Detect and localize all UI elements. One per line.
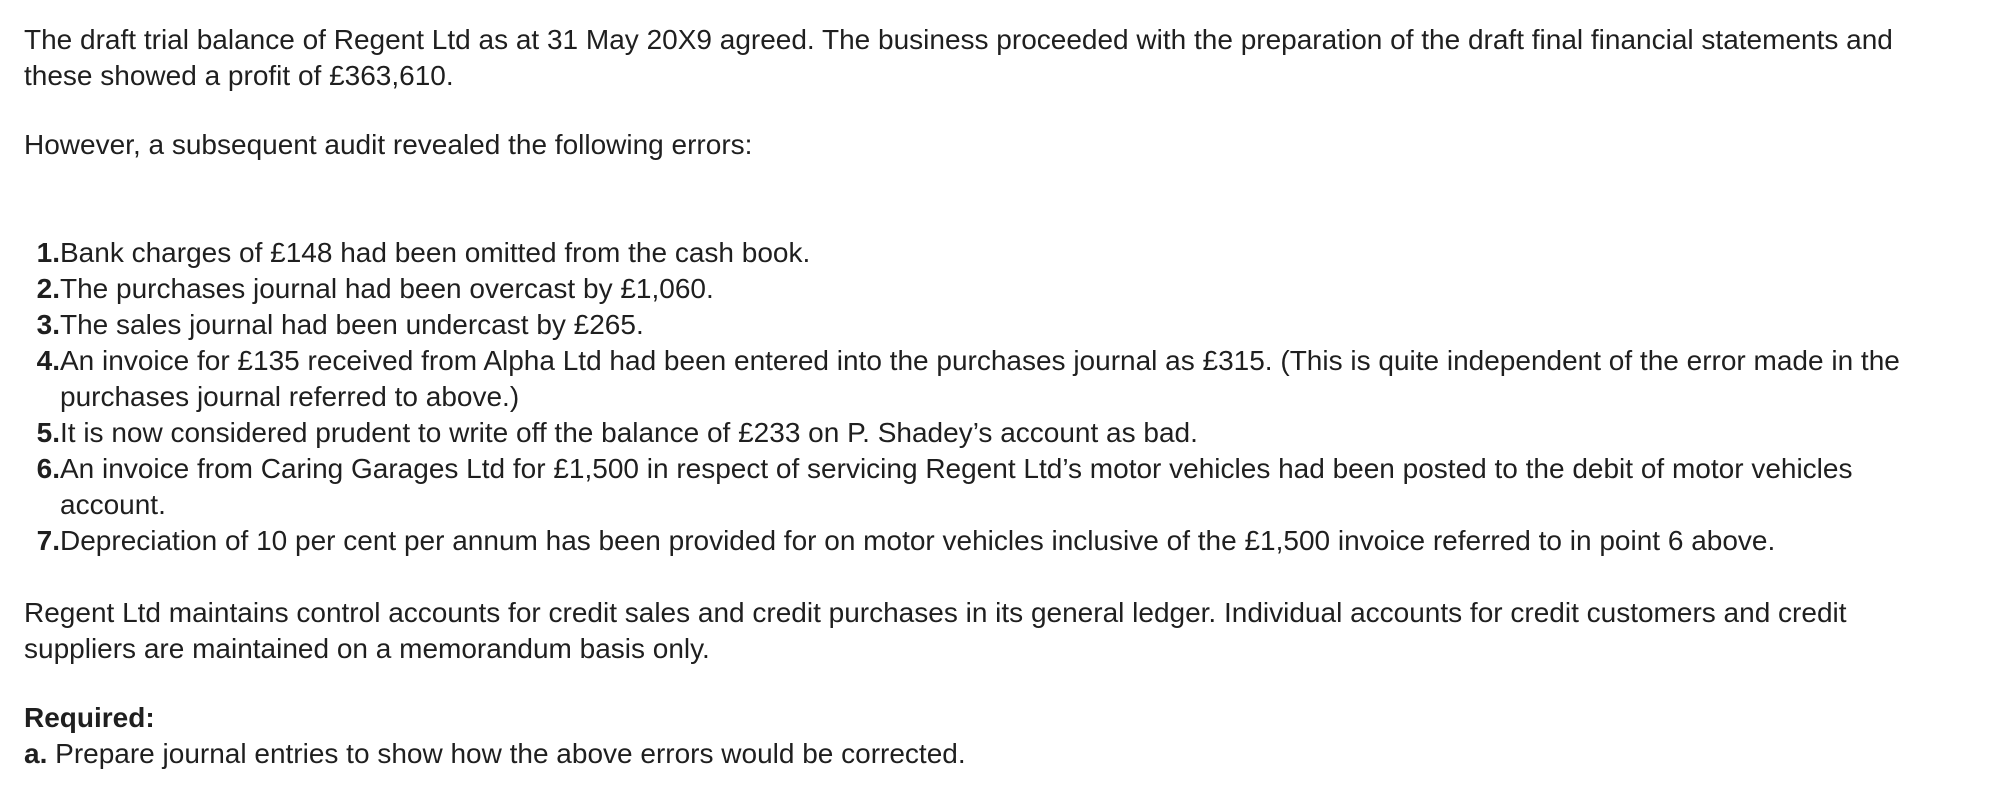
control-accounts-paragraph: Regent Ltd maintains control accounts for credit sales and credit purchases in its general ledger. Individual accounts for credit customers and credit suppliers are maintained on a memorandum basis only. bbox=[24, 597, 1847, 664]
list-item-number: 7. bbox=[36, 525, 60, 556]
list-item bbox=[24, 271, 1988, 307]
errors-list bbox=[24, 235, 1988, 559]
list-item-number: 4. bbox=[36, 345, 60, 376]
required-item-text: Prepare journal entries to show how the above errors would be corrected. bbox=[47, 738, 966, 769]
list-item bbox=[24, 307, 1988, 343]
list-item bbox=[24, 451, 1988, 523]
list-item-text: The purchases journal had been overcast by £1,060. bbox=[60, 273, 714, 304]
list-item-text: The sales journal had been undercast by £265. bbox=[60, 309, 644, 340]
list-item-text: Bank charges of £148 had been omitted from the cash book. bbox=[60, 237, 811, 268]
intro-paragraph: The draft trial balance of Regent Ltd as at 31 May 20X9 agreed. The business proceeded with the preparation of the draft final financial statements and these showed a profit of £363,610. bbox=[24, 24, 1893, 91]
list-item-number: 5. bbox=[36, 417, 60, 448]
required-heading: Required: bbox=[24, 702, 155, 733]
audit-errors-intro: However, a subsequent audit revealed the following errors: bbox=[24, 129, 753, 160]
list-item-text: An invoice for £135 received from Alpha Ltd had been entered into the purchases journal as £315. (This is quite independent of the error made in the purchases journal referred to above.) bbox=[60, 345, 1900, 412]
list-item bbox=[24, 415, 1988, 451]
list-item-text: An invoice from Caring Garages Ltd for £1,500 in respect of servicing Regent Ltd’s motor vehicles had been posted to the debit of motor vehicles account. bbox=[60, 453, 1853, 520]
list-item bbox=[24, 343, 1988, 415]
list-item-text: Depreciation of 10 per cent per annum has been provided for on motor vehicles inclusive of the £1,500 invoice referred to in point 6 above. bbox=[60, 525, 1776, 556]
required-item-a bbox=[24, 736, 1988, 772]
required-item-letter: a. bbox=[24, 738, 48, 769]
list-item-text: It is now considered prudent to write off the balance of £233 on P. Shadey’s account as bad. bbox=[60, 417, 1198, 448]
list-item-number: 2. bbox=[36, 273, 60, 304]
list-item bbox=[24, 523, 1988, 559]
list-item-number: 6. bbox=[36, 453, 60, 484]
list-item bbox=[24, 235, 1988, 271]
list-item-number: 3. bbox=[36, 309, 60, 340]
list-item-number: 1. bbox=[36, 237, 60, 268]
